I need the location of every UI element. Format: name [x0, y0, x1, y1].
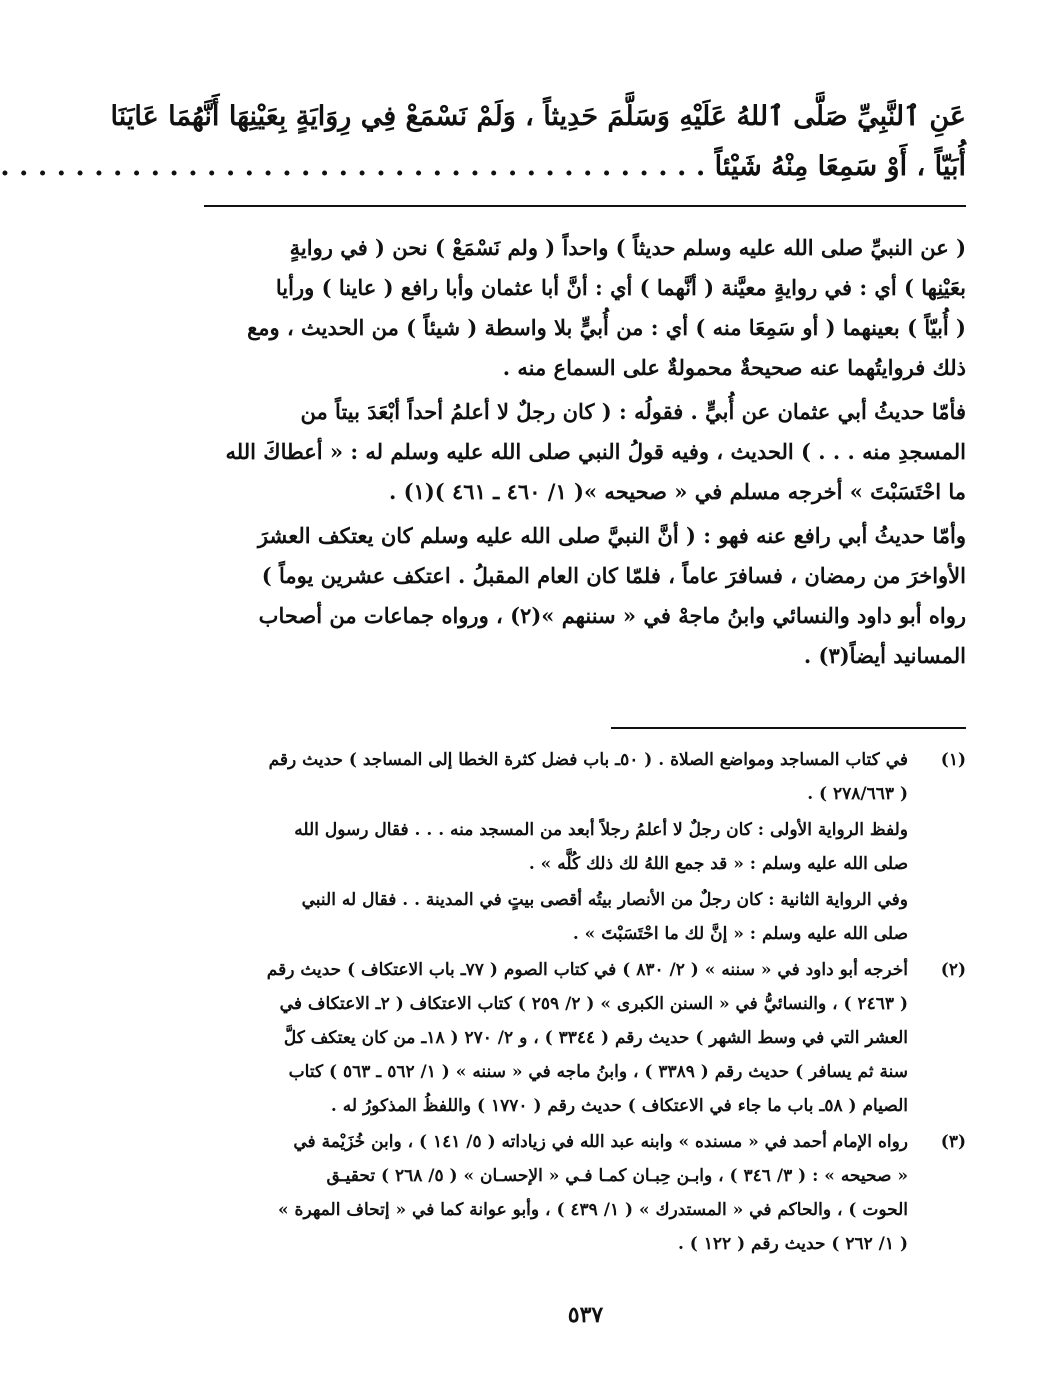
page-number: ٥٣٧ — [567, 1302, 604, 1328]
commentary-line: ما احْتَسَبْتَ » أخرجه مسلم في « صحيحه »( ١/ ٤٦٠ ـ ٤٦١ )(١) . — [388, 479, 966, 504]
commentary-line: الأواخرَ من رمضان ، فسافرَ عاماً ، فلمّا كان العام المقبلُ . اعتكف عشرين يوماً ) — [261, 563, 966, 588]
commentary-paragraph — [204, 228, 966, 388]
footnote-line: « صحيحه » : ( ٣/ ٣٤٦ ) ، وابـن حِبـان كمـا فـي « الإحسـان » ( ٥/ ٢٦٨ ) تحقيـق — [326, 1166, 908, 1186]
commentary-line: المسانيد أيضاً(٣) . — [803, 643, 966, 668]
hadith-line: أُبَيّاً ، أَوْ سَمِعَا مِنْهُ شَيْئاً . . . . . . . . . . . . . . . . . . . . . . . . . . . . . . . . . . . . . . — [0, 151, 966, 182]
commentary-line: ( عن النبيِّ صلى الله عليه وسلم حديثاً ) واحداً ( ولم نَسْمَعْ ) نحن ( في روايةٍ — [289, 235, 966, 260]
footnote-line: الصيام ( ٥٨ـ باب ما جاء في الاعتكاف ) حديث رقم ( ١٧٧٠ ) واللفظُ المذكورُ له . — [330, 1096, 908, 1116]
footnote-line: صلى الله عليه وسلم : « قد جمع اللهُ لك ذلك كُلَّه » . — [528, 854, 908, 874]
footnote-line: صلى الله عليه وسلم : « إنَّ لك ما احْتَسَبْتَ » . — [572, 924, 908, 944]
footnote-line: سنة ثم يسافر ) حديث رقم ( ٣٣٨٩ ) ، وابنُ ماجه في « سننه » ( ١/ ٥٦٢ ـ ٥٦٣ ) كتاب — [288, 1062, 908, 1082]
footnote-separator — [611, 727, 966, 729]
commentary-line: بعَيْنِها ) أي : في روايةٍ معيَّنة ( أنَّهما ) أي : أنَّ أبا عثمان وأبا رافع ( عاينا ) ورأيا — [275, 275, 966, 300]
footnote-number: (٢) — [940, 960, 966, 980]
commentary-line: وأمّا حديثُ أبي رافع عنه فهو : ( أنَّ النبيَّ صلى الله عليه وسلم كان يعتكف العشرَ — [257, 523, 966, 548]
footnote-line: الحوت ) ، والحاكم في « المستدرك » ( ١/ ٤٣٩ ) ، وأبو عوانة كما في « إتحاف المهرة » — [278, 1200, 908, 1220]
footnote-1 — [204, 743, 966, 951]
footnote-2 — [204, 953, 966, 1123]
commentary-paragraph — [204, 516, 966, 676]
footnote-subparagraph — [204, 883, 908, 951]
footnote-number: (٣) — [940, 1132, 966, 1152]
footnote-line: أخرجه أبو داود في « سننه » ( ٢/ ٨٣٠ ) في كتاب الصوم ( ٧٧ـ باب الاعتكاف ) حديث رقم — [266, 960, 908, 980]
footnote-line: ولفظ الرواية الأولى : كان رجلٌ لا أعلمُ رجلاً أبعد من المسجد منه . . . فقال رسول الله — [294, 820, 908, 840]
footnote-line: رواه الإمام أحمد في « مسنده » وابنه عبد الله في زياداته ( ٥/ ١٤١ ) ، وابن خُزَيْمة في — [293, 1132, 908, 1152]
footnote-line: ( ٢٤٦٣ ) ، والنسائيُّ في « السنن الكبرى » ( ٢/ ٢٥٩ ) كتاب الاعتكاف ( ٢ـ الاعتكاف في — [279, 994, 908, 1014]
commentary-paragraph — [204, 392, 966, 512]
footnote-3 — [204, 1125, 966, 1261]
footnote-subparagraph — [204, 813, 908, 881]
commentary-line: المسجدِ منه . . . ) الحديث ، وفيه قولُ النبي صلى الله عليه وسلم له : « أعطاكَ الله — [225, 439, 966, 464]
hadith-line: عَنِ ٱلنَّبِيِّ صَلَّى ٱللهُ عَلَيْهِ وَسَلَّمَ حَدِيثاً ، وَلَمْ نَسْمَعْ فِي رِوَايَةٍ بِعَيْنِهَا أَنَّهُمَا عَايَنَا — [110, 101, 966, 132]
footnote-line: ( ١/ ٢٦٢ ) حديث رقم ( ١٢٢ ) . — [677, 1234, 908, 1254]
commentary-line: رواه أبو داود والنسائي وابنُ ماجهْ في « سننهم »(٢) ، ورواه جماعات من أصحاب — [258, 603, 966, 628]
footnotes — [204, 743, 966, 1263]
commentary-line: ذلك فروايتُهما عنه صحيحةٌ محمولةٌ على السماع منه . — [502, 355, 966, 380]
commentary — [204, 228, 966, 680]
hadith-text — [0, 92, 966, 192]
footnote-number: (١) — [940, 750, 966, 770]
footnote-line: العشر التي في وسط الشهر ) حديث رقم ( ٣٣٤٤ ) ، و ٢/ ٢٧٠ ( ١٨ـ من كان يعتكف كلَّ — [283, 1028, 908, 1048]
footnote-line: وفي الرواية الثانية : كان رجلٌ من الأنصار بيتُه أقصى بيتٍ في المدينة . . فقال له النبي — [301, 890, 908, 910]
commentary-line: فأمّا حديثُ أبي عثمان عن أُبيٍّ . فقولُه : ( كان رجلٌ لا أعلمُ أحداً أبْعَدَ بيتاً من — [300, 399, 966, 424]
footnote-line: في كتاب المساجد ومواضع الصلاة . ( ٥٠ـ باب فضل كثرة الخطا إلى المساجد ) حديث رقم — [268, 750, 908, 770]
commentary-line: ( أُبيّاً ) بعينهما ( أو سَمِعَا منه ) أي : من أُبيٍّ بلا واسطة ( شيئاً ) من الحديث ، ومع — [247, 315, 966, 340]
footnote-line: ( ٢٧٨/٦٦٣ ) . — [807, 784, 908, 804]
separator-line — [204, 205, 966, 207]
